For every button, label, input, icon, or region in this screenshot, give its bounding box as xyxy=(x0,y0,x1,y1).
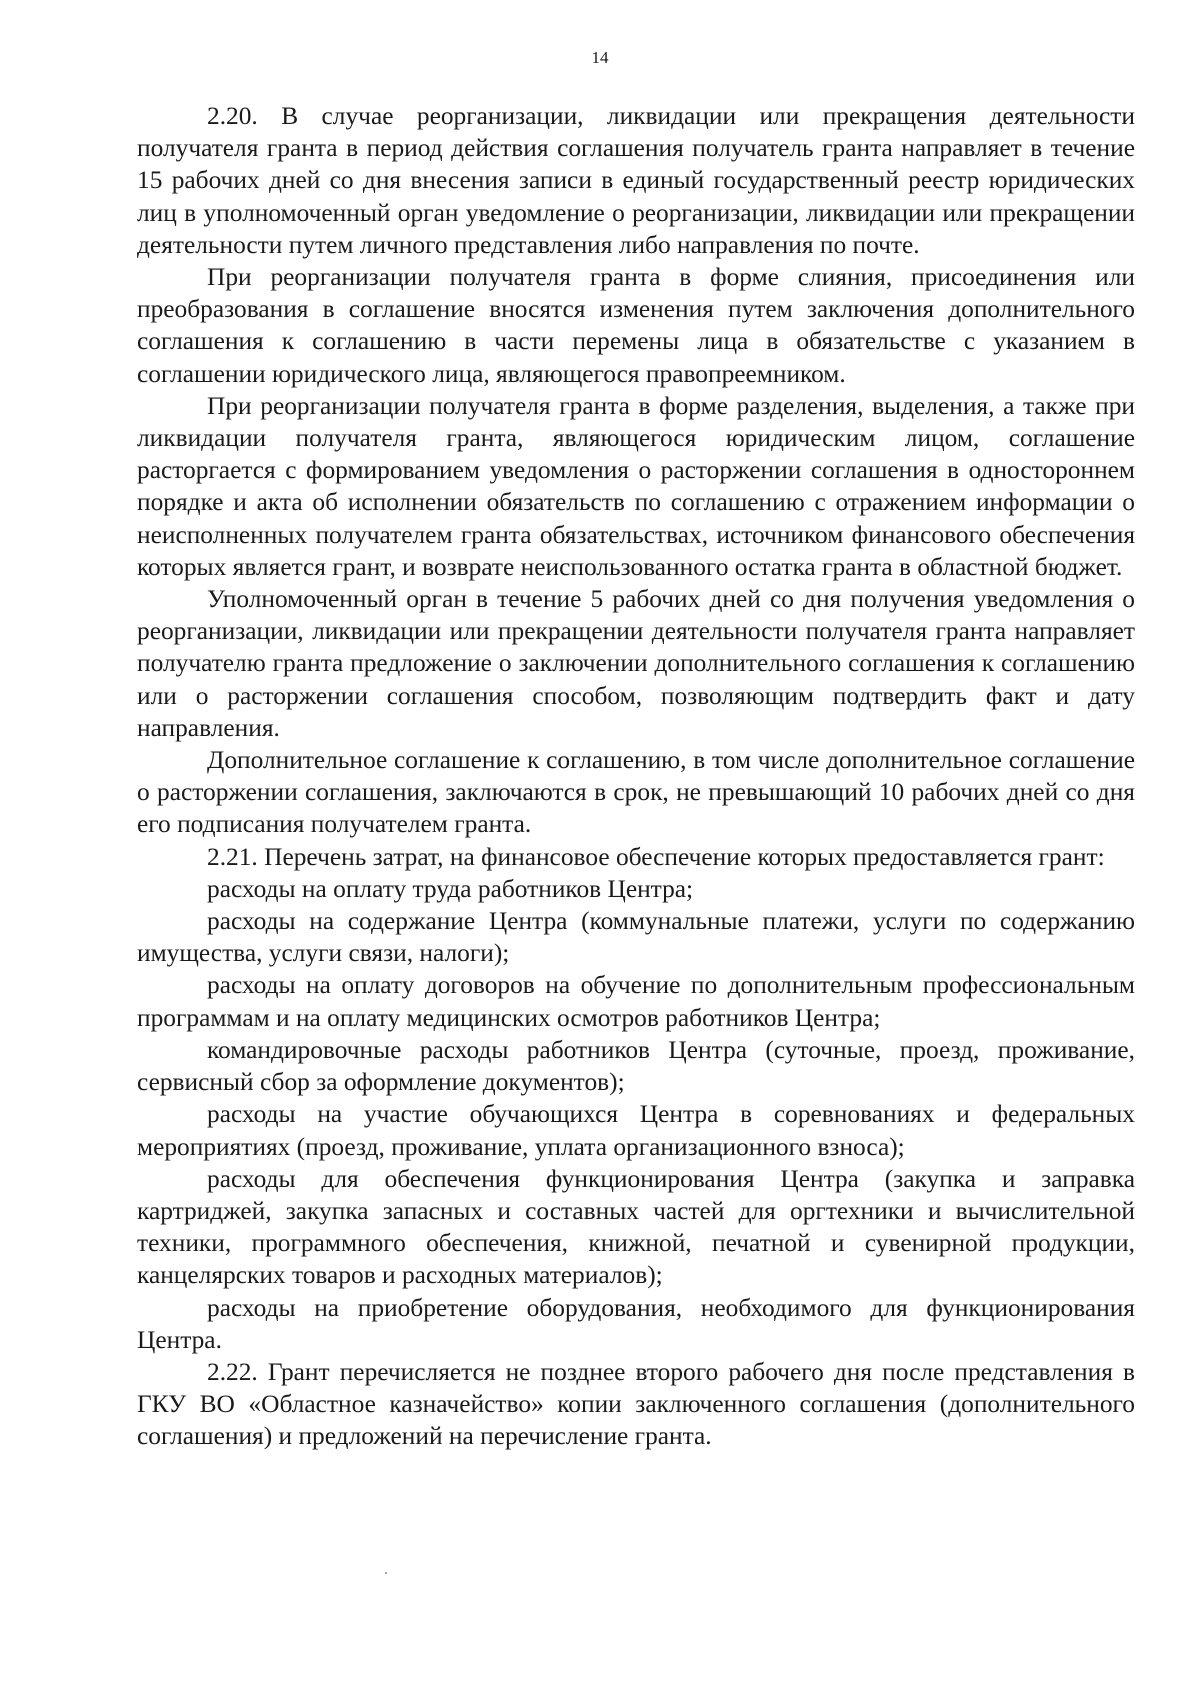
paragraph-authorized-body: Уполномоченный орган в течение 5 рабочих дней со дня получения уведомления о реорганизации, ликвидации или прекращении деятельности получателя гранта направляет получателю гранта предложение о заключении дополнительного соглашения к соглашению или о расторжении соглашения способом, позволяющим подтвердить факт и дату направления. xyxy=(137,585,1135,742)
list-item-operation-costs: расходы для обеспечения функционирования Центра (закупка и заправка картриджей, закупка запасных и составных частей для оргтехники и вычислительной техники, программного обеспечения, книжной, печатной и сувенирной продукции, канцелярских товаров и расходных материалов); xyxy=(137,1164,1135,1290)
paragraph-2-22: 2.22. Грант перечисляется не позднее второго рабочего дня после представления в ГКУ ВО «Областное казначейство» копии заключенного соглашения (дополнительного соглашения) и предложений на перечисление гранта. xyxy=(137,1357,1135,1451)
list-item-equipment-costs: расходы на приобретение оборудования, необходимого для функционирования Центра. xyxy=(137,1293,1135,1354)
paragraph-reorg-division: При реорганизации получателя гранта в форме разделения, выделения, а также при ликвидации получателя гранта, являющегося юридическим лицом, соглашение расторгается с формированием уведомления о расторжении соглашения в одностороннем порядке и акта об исполнении обязательств по соглашению с отражением информации о неисполненных получателем гранта обязательствах, источником финансового обеспечения которых является грант, и возврате неиспользованного остатка гранта в областной бюджет. xyxy=(137,391,1135,581)
list-item-travel-costs: командировочные расходы работников Центра (суточные, проезд, проживание, сервисный сбор за оформление документов); xyxy=(137,1035,1135,1097)
list-item-labor-costs: расходы на оплату труда работников Центра; xyxy=(207,874,694,903)
paragraph-2-21: 2.21. Перечень затрат, на финансовое обеспечение которых предоставляется грант: xyxy=(207,842,1105,871)
list-item-maintenance-costs: расходы на содержание Центра (коммунальные платежи, услуги по содержанию имущества, услуги связи, налоги); xyxy=(137,907,1135,968)
page-number: 14 xyxy=(591,48,609,67)
paragraph-2-20: 2.20. В случае реорганизации, ликвидации или прекращения деятельности получателя гранта в период действия соглашения получатель гранта направляет в течение 15 рабочих дней со дня внесения записи в единый государственный реестр юридических лиц в уполномоченный орган уведомление о реорганизации, ликвидации или прекращении деятельности путем личного представления либо направления по почте. xyxy=(137,102,1135,259)
scan-speck xyxy=(385,1572,387,1574)
document-body xyxy=(137,100,1135,1453)
paragraph-reorg-merger: При реорганизации получателя гранта в форме слияния, присоединения или преобразования в соглашение вносятся изменения путем заключения дополнительного соглашения к соглашению в части перемены лица в обязательстве с указанием в соглашении юридического лица, являющегося правопреемником. xyxy=(137,263,1135,388)
list-item-competition-costs: расходы на участие обучающихся Центра в соревнованиях и федеральных мероприятиях (проезд, проживание, уплата организационного взноса); xyxy=(137,1100,1135,1161)
paragraph-additional-agreement: Дополнительное соглашение к соглашению, в том числе дополнительное соглашение о расторжении соглашения, заключаются в срок, не превышающий 10 рабочих дней со дня его подписания получателем гранта. xyxy=(137,746,1135,839)
list-item-training-costs: расходы на оплату договоров на обучение по дополнительным профессиональным программам и на оплату медицинских осмотров работников Центра; xyxy=(137,971,1135,1032)
